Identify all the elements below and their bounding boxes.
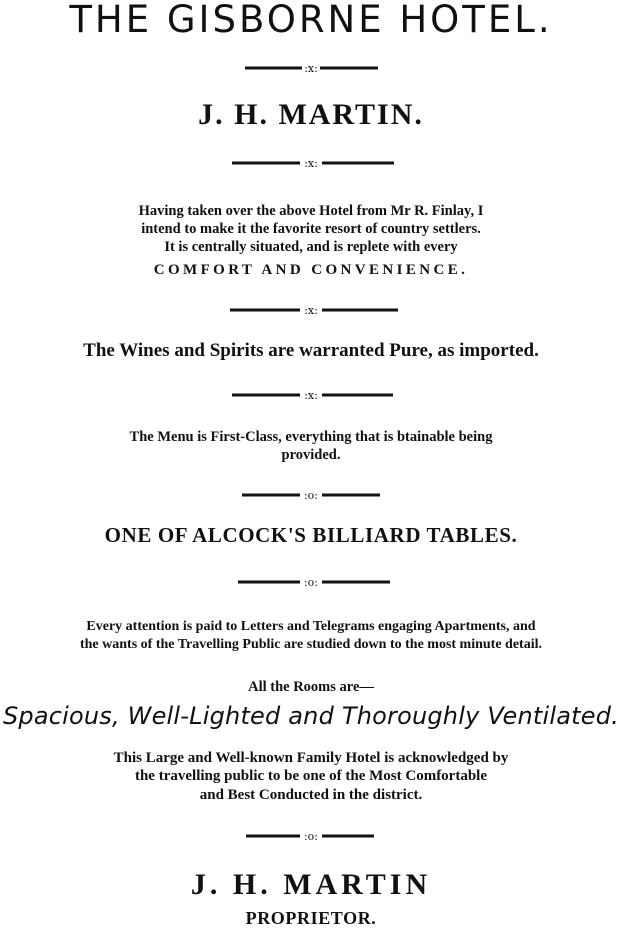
intro-line: It is centrally situated, and is replete with every (164, 239, 458, 255)
intro-line: intend to make it the favorite resort of country settlers. (141, 221, 481, 237)
ornament-divider (0, 388, 622, 402)
ornament-divider (0, 156, 622, 170)
ornament-divider (0, 488, 622, 502)
svg-text::o:: :o: (303, 576, 319, 589)
family-line: and Best Conducted in the district. (199, 787, 423, 803)
rooms-intro: All the Rooms are— (248, 679, 374, 695)
family-line: This Large and Well-known Family Hotel is acknowledged by (113, 750, 509, 766)
ornament-divider (0, 575, 622, 589)
ornament-divider (0, 829, 622, 843)
proprietor-title: PROPRIETOR. (245, 908, 377, 928)
svg-text::x:: :x: (304, 62, 318, 75)
menu-line: provided. (281, 447, 341, 463)
svg-text::o:: :o: (303, 830, 319, 843)
family-line: the travelling public to be one of the Most Comfortable (134, 768, 488, 784)
menu-line: The Menu is First-Class, everything that is btainable being (129, 429, 493, 445)
intro-line: Having taken over the above Hotel from Mr R. Finlay, I (138, 203, 484, 219)
ornament-divider (0, 303, 622, 317)
svg-text::x:: :x: (304, 157, 318, 170)
rooms-description: Spacious, Well-Lighted and Thoroughly Ventilated. (2, 702, 620, 730)
svg-text::o:: :o: (303, 489, 319, 502)
wines-statement: The Wines and Spirits are warranted Pure, as imported. (83, 340, 539, 361)
svg-text::x:: :x: (304, 304, 318, 317)
manager-name-heading: J. H. MARTIN. (198, 98, 424, 131)
attention-line: Every attention is paid to Letters and Telegrams engaging Apartments, and (86, 619, 536, 634)
svg-text::x:: :x: (304, 389, 318, 402)
comfort-convenience: COMFORT AND CONVENIENCE. (153, 262, 469, 278)
proprietor-signature: J. H. MARTIN (190, 868, 432, 901)
hotel-name-heading: THE GISBORNE HOTEL. (69, 0, 553, 41)
billiards-heading: ONE OF ALCOCK'S BILLIARD TABLES. (104, 523, 518, 547)
ornament-divider (0, 61, 622, 75)
attention-line: the wants of the Travelling Public are studied down to the most minute detail. (79, 637, 542, 652)
